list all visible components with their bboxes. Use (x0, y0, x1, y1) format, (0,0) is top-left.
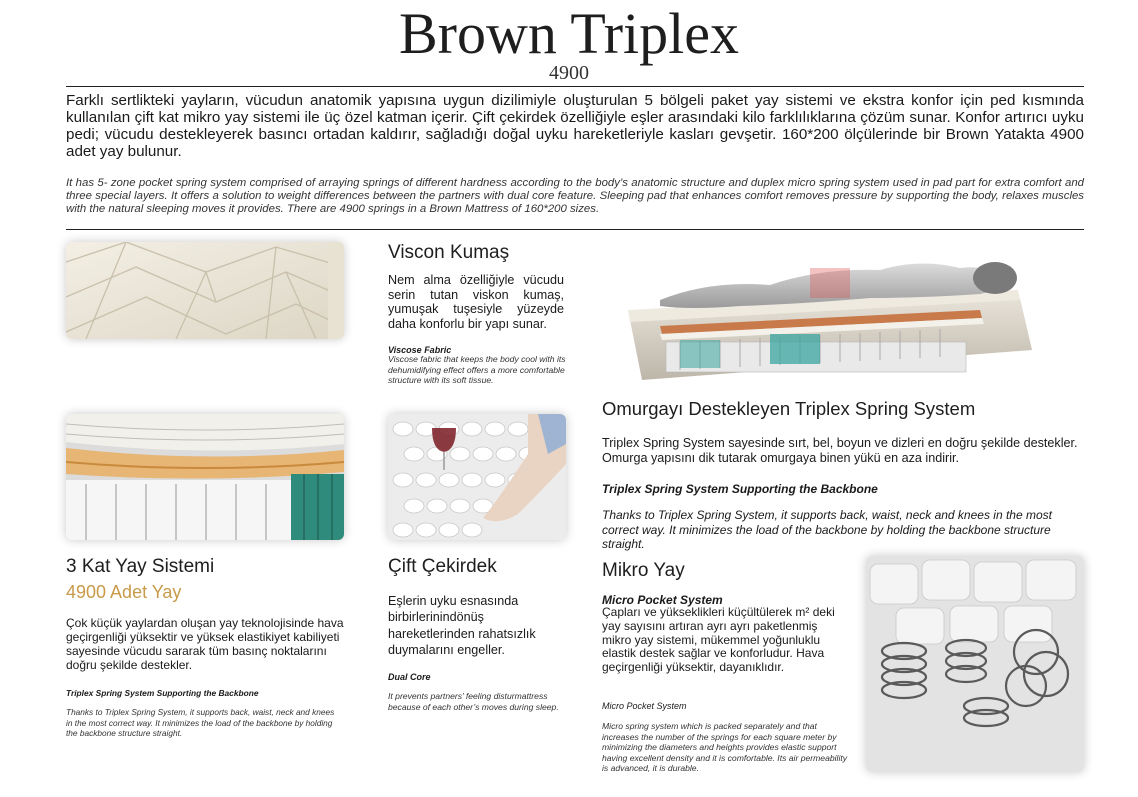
viscose-fabric-photo (66, 242, 344, 339)
intro-english: It has 5- zone pocket spring system comprised of arraying springs of different hardness according to the body’s anatomic structure and duplex micro spring system used in pad part for extra comfort and three special layers. It offers a solution to weight differences between the partners with dual core feature. Sleeping pad that enhances comfort removes pressure by supporting the body, relaxes muscles with the natural sleeping moves it provides. There are 4900 springs in a Brown Mattress of 160*200 sizes. (66, 177, 1084, 215)
layers-en-title: Triplex Spring System Supporting the Backbone (66, 688, 259, 698)
dualcore-en-title: Dual Core (388, 672, 431, 682)
dualcore-title: Çift Çekirdek (388, 556, 497, 577)
page-title: Brown Triplex (398, 1, 739, 66)
layers-en-text: Thanks to Triplex Spring System, it supports back, waist, neck and knees in the most correct way. It minimizes the load of the backbone by holding the backbone structure straight. (66, 707, 335, 738)
dual-core-photo (388, 414, 566, 540)
micro-text: Çapları ve yükseklikleri küçültülerek m² deki yay sayısını artıran ayrı ayrı paketlenmiş mikro yay sistemi, mükemmel yoğunluklu elastik destek sağlar ve konforludur. Hava geçirgenliği yüksektir, dayanıklıdır. (602, 605, 835, 675)
header-divider (66, 86, 1084, 87)
intro-divider (66, 229, 1084, 230)
layers-title: 3 Kat Yay Sistemi (66, 556, 215, 577)
mattress-cross-section-photo (620, 240, 1040, 400)
micro-sub-title: Micro Pocket System (602, 593, 723, 607)
triplex-en-text: Thanks to Triplex Spring System, it supports back, waist, neck and knees in the most correct way. It minimizes the load of the backbone by holding the backbone structure straight. (602, 508, 1052, 551)
layers-text: Çok küçük yaylardan oluşan yay teknolojisinde hava geçirgenliği yüksektir ve yüksek elastikiyet kabiliyeti sayesinde vücudu sararak tüm basınç noktalarını doğru şekilde destekler. (66, 616, 344, 672)
dualcore-text: Eşlerin uyku esnasında birbirlerinindönüş hareketlerinden rahatsızlık duymalarını engeller. (388, 594, 536, 657)
spring-layers-photo (66, 414, 344, 540)
micro-en-text: Micro spring system which is packed separately and that increases the number of the springs for each square meter by minimizing the diameters and heights provides elastic support having excellent density and it is comfortable. Its air permeability is advanced, it is durable. (602, 721, 848, 773)
micro-springs-photo (866, 556, 1084, 772)
spring-count: 4900 Adet Yay (66, 582, 182, 602)
triplex-en-title: Triplex Spring System Supporting the Backbone (602, 482, 878, 496)
viscon-en-text: Viscose fabric that keeps the body cool with its dehumidifying effect offers a more comfortable structure with its soft tissue. (388, 354, 566, 385)
triplex-text: Triplex Spring System sayesinde sırt, bel, boyun ve dizleri en doğru şekilde destekler. Omurga yapısını dik tutarak omurgaya binen yükü en aza indirir. (602, 436, 1078, 465)
viscon-en-title: Viscose Fabric (388, 345, 452, 355)
model-number: 4900 (549, 62, 589, 84)
viscon-title: Viscon Kumaş (388, 242, 510, 263)
intro-turkish: Farklı sertlikteki yayların, vücudun anatomik yapısına uygun dizilimiyle oluşturulan 5 bölgeli paket yay sistemi ve ekstra konfor için ped kısmında kullanılan çift kat mikro yay sistemi ile üç özel katman içerir. Çift çekirdek özelliğiyle eşler arasındaki kilo farklılıklarına çözüm sunar. Konfor artırıcı uyku pedi; vücudu destekleyerek basıncı ortadan kaldırır, sağladığı doğal uyku hareketleriyle kasları gevşetir. 160*200 ölçülerinde bir Brown Yatakta 4900 adet yay bulunur. (66, 92, 1084, 160)
micro-en-title: Micro Pocket System (602, 701, 687, 711)
viscon-text: Nem alma özelliğiyle vücudu serin tutan viskon kumaş, yumuşak tuşesiyle yüzeyde daha konforlu bir yapı sunar. (388, 273, 564, 331)
triplex-title: Omurgayı Destekleyen Triplex Spring System (602, 398, 976, 419)
dualcore-en-text: It prevents partners’ feeling disturmattress because of each other’s moves during sleep. (388, 691, 559, 712)
micro-title: Mikro Yay (602, 560, 685, 581)
